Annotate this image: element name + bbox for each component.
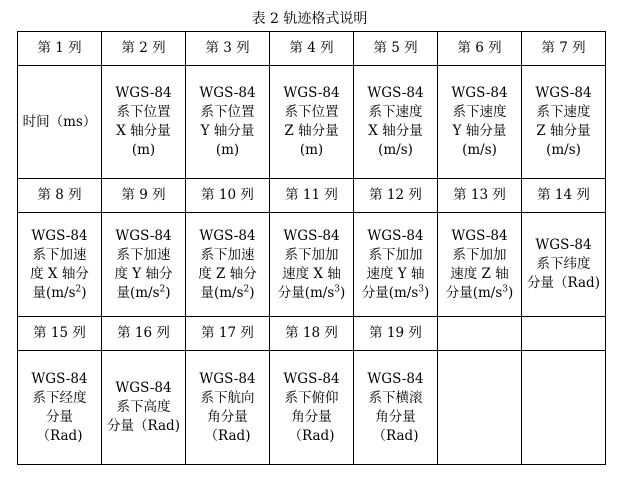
unit-text: 量(m/s — [116, 284, 160, 301]
cell-line: 系下俯仰 — [284, 389, 339, 406]
cell-line: WGS-84 — [115, 227, 172, 244]
column-header: 第 18 列 — [270, 317, 354, 351]
cell-line: WGS-84 — [367, 370, 424, 387]
table-cell — [102, 351, 186, 465]
cell-line: 系下位置 — [116, 104, 171, 120]
table-cell — [438, 213, 522, 317]
cell-line: X 轴分量 — [368, 123, 423, 139]
cell-line — [102, 284, 185, 303]
cell-line: 系下加加 — [368, 246, 423, 263]
description-row — [18, 351, 606, 465]
empty-cell — [522, 351, 606, 465]
empty-cell — [438, 351, 522, 465]
cell-line: WGS-84 — [199, 85, 256, 101]
column-header: 第 19 列 — [354, 317, 438, 351]
header-row — [18, 179, 606, 213]
cell-line: WGS-84 — [367, 227, 424, 244]
table-cell — [18, 351, 102, 465]
column-header: 第 7 列 — [522, 32, 606, 66]
cell-line — [354, 284, 437, 303]
column-header: 第 17 列 — [186, 317, 270, 351]
empty-cell — [522, 317, 606, 351]
cell-line: X 轴分量 — [116, 123, 171, 139]
unit-exponent: 3 — [502, 284, 508, 294]
unit-close: ) — [249, 284, 255, 301]
column-header: 第 6 列 — [438, 32, 522, 66]
cell-line: 系下横滚 — [368, 389, 423, 406]
column-header: 第 3 列 — [186, 32, 270, 66]
cell-line: 系下位置 — [200, 104, 255, 120]
trajectory-format-table — [17, 31, 606, 465]
cell-line: 系下加速 — [200, 246, 255, 263]
cell-line: 度 Y 轴分 — [114, 265, 173, 282]
table-cell — [18, 213, 102, 317]
unit-text: 量(m/s — [32, 284, 76, 301]
column-header: 第 14 列 — [522, 179, 606, 213]
unit-exponent: 3 — [334, 284, 340, 294]
cell-line: WGS-84 — [535, 85, 592, 101]
cell-line: 角分量 — [207, 408, 248, 425]
table-cell — [354, 66, 438, 179]
cell-line: 分量（Rad) — [107, 418, 180, 434]
unit-close: ) — [340, 284, 346, 301]
cell-line: 系下加速 — [32, 246, 87, 263]
table-cell — [18, 66, 102, 179]
cell-line: WGS-84 — [451, 85, 508, 101]
column-header: 第 5 列 — [354, 32, 438, 66]
cell-line: 速度 Y 轴 — [366, 265, 425, 282]
cell-line — [186, 284, 269, 303]
cell-line: （Rad) — [288, 427, 335, 444]
cell-line: WGS-84 — [283, 227, 340, 244]
table-caption: 表 2 轨迹格式说明 — [251, 11, 368, 27]
cell-line: WGS-84 — [31, 227, 88, 244]
cell-line: （Rad) — [372, 427, 419, 444]
table-cell — [186, 351, 270, 465]
unit-exponent: 2 — [159, 284, 166, 294]
cell-line: 系下纬度 — [536, 256, 591, 272]
table-cell — [102, 213, 186, 317]
cell-line: 分量 — [46, 408, 73, 425]
column-header: 第 2 列 — [102, 32, 186, 66]
cell-line: 系下加加 — [452, 246, 507, 263]
cell-line: (m/s) — [546, 142, 581, 158]
column-header: 第 12 列 — [354, 179, 438, 213]
cell-line: WGS-84 — [451, 227, 508, 244]
table-cell — [270, 351, 354, 465]
cell-line: 系下加速 — [116, 246, 171, 263]
cell-line: 度 Z 轴分 — [198, 265, 257, 282]
cell-line — [270, 284, 353, 303]
unit-exponent: 3 — [418, 284, 424, 294]
cell-line: WGS-84 — [199, 227, 256, 244]
column-header: 第 16 列 — [102, 317, 186, 351]
unit-text: 分量(m/s — [361, 284, 419, 301]
column-header: 第 10 列 — [186, 179, 270, 213]
cell-line: 分量（Rad) — [527, 275, 600, 291]
table-cell — [438, 66, 522, 179]
column-header: 第 4 列 — [270, 32, 354, 66]
unit-exponent: 2 — [75, 284, 82, 294]
table-cell — [354, 213, 438, 317]
cell-line: WGS-84 — [535, 237, 592, 253]
cell-line: WGS-84 — [199, 370, 256, 387]
cell-line: Y 轴分量 — [200, 123, 255, 139]
unit-text: 分量(m/s — [445, 284, 503, 301]
cell-line: 系下加加 — [284, 246, 339, 263]
table-cell — [102, 66, 186, 179]
unit-text: 量(m/s — [200, 284, 244, 301]
unit-close: ) — [165, 284, 171, 301]
cell-line — [18, 284, 101, 303]
cell-line: WGS-84 — [31, 370, 88, 387]
cell-line: WGS-84 — [115, 380, 172, 396]
cell-line: 系下速度 — [536, 104, 591, 120]
cell-line: (m) — [131, 142, 156, 158]
cell-line: 系下航向 — [200, 389, 255, 406]
cell-line: 系下速度 — [368, 104, 423, 120]
cell-line: (m) — [215, 142, 240, 158]
cell-line: (m/s) — [378, 142, 413, 158]
header-row — [18, 32, 606, 66]
cell-line: （Rad) — [36, 427, 83, 444]
unit-close: ) — [508, 284, 514, 301]
empty-cell — [438, 317, 522, 351]
cell-line: (m) — [299, 142, 324, 158]
cell-line: 角分量 — [291, 408, 332, 425]
cell-line: WGS-84 — [283, 370, 340, 387]
cell-line: 系下位置 — [284, 104, 339, 120]
cell-line: （Rad) — [204, 427, 251, 444]
cell-line: Y 轴分量 — [452, 123, 507, 139]
column-header: 第 11 列 — [270, 179, 354, 213]
unit-close: ) — [424, 284, 430, 301]
column-header: 第 13 列 — [438, 179, 522, 213]
cell-line: WGS-84 — [283, 85, 340, 101]
cell-line: 度 X 轴分 — [30, 265, 89, 282]
cell-line: 速度 Z 轴 — [450, 265, 509, 282]
unit-close: ) — [81, 284, 87, 301]
cell-line: Z 轴分量 — [536, 123, 591, 139]
cell-line: WGS-84 — [367, 85, 424, 101]
table-cell — [186, 213, 270, 317]
table-cell — [522, 213, 606, 317]
cell-line — [438, 284, 521, 303]
cell-line: 系下速度 — [452, 104, 507, 120]
description-row — [18, 213, 606, 317]
header-row — [18, 317, 606, 351]
cell-line: 系下高度 — [116, 399, 171, 415]
cell-line: 系下经度 — [32, 389, 87, 406]
description-row — [18, 66, 606, 179]
column-header: 第 15 列 — [18, 317, 102, 351]
column-header: 第 1 列 — [18, 32, 102, 66]
table-cell — [270, 66, 354, 179]
table-cell — [270, 213, 354, 317]
cell-line: 时间（ms） — [22, 113, 97, 130]
cell-line: WGS-84 — [115, 85, 172, 101]
cell-line: 角分量 — [375, 408, 416, 425]
cell-line: 速度 X 轴 — [282, 265, 341, 282]
unit-exponent: 2 — [243, 284, 250, 294]
cell-line: Z 轴分量 — [284, 123, 339, 139]
table-cell — [354, 351, 438, 465]
table-cell — [522, 66, 606, 179]
table-cell — [186, 66, 270, 179]
cell-line: (m/s) — [462, 142, 497, 158]
column-header: 第 8 列 — [18, 179, 102, 213]
unit-text: 分量(m/s — [277, 284, 335, 301]
column-header: 第 9 列 — [102, 179, 186, 213]
